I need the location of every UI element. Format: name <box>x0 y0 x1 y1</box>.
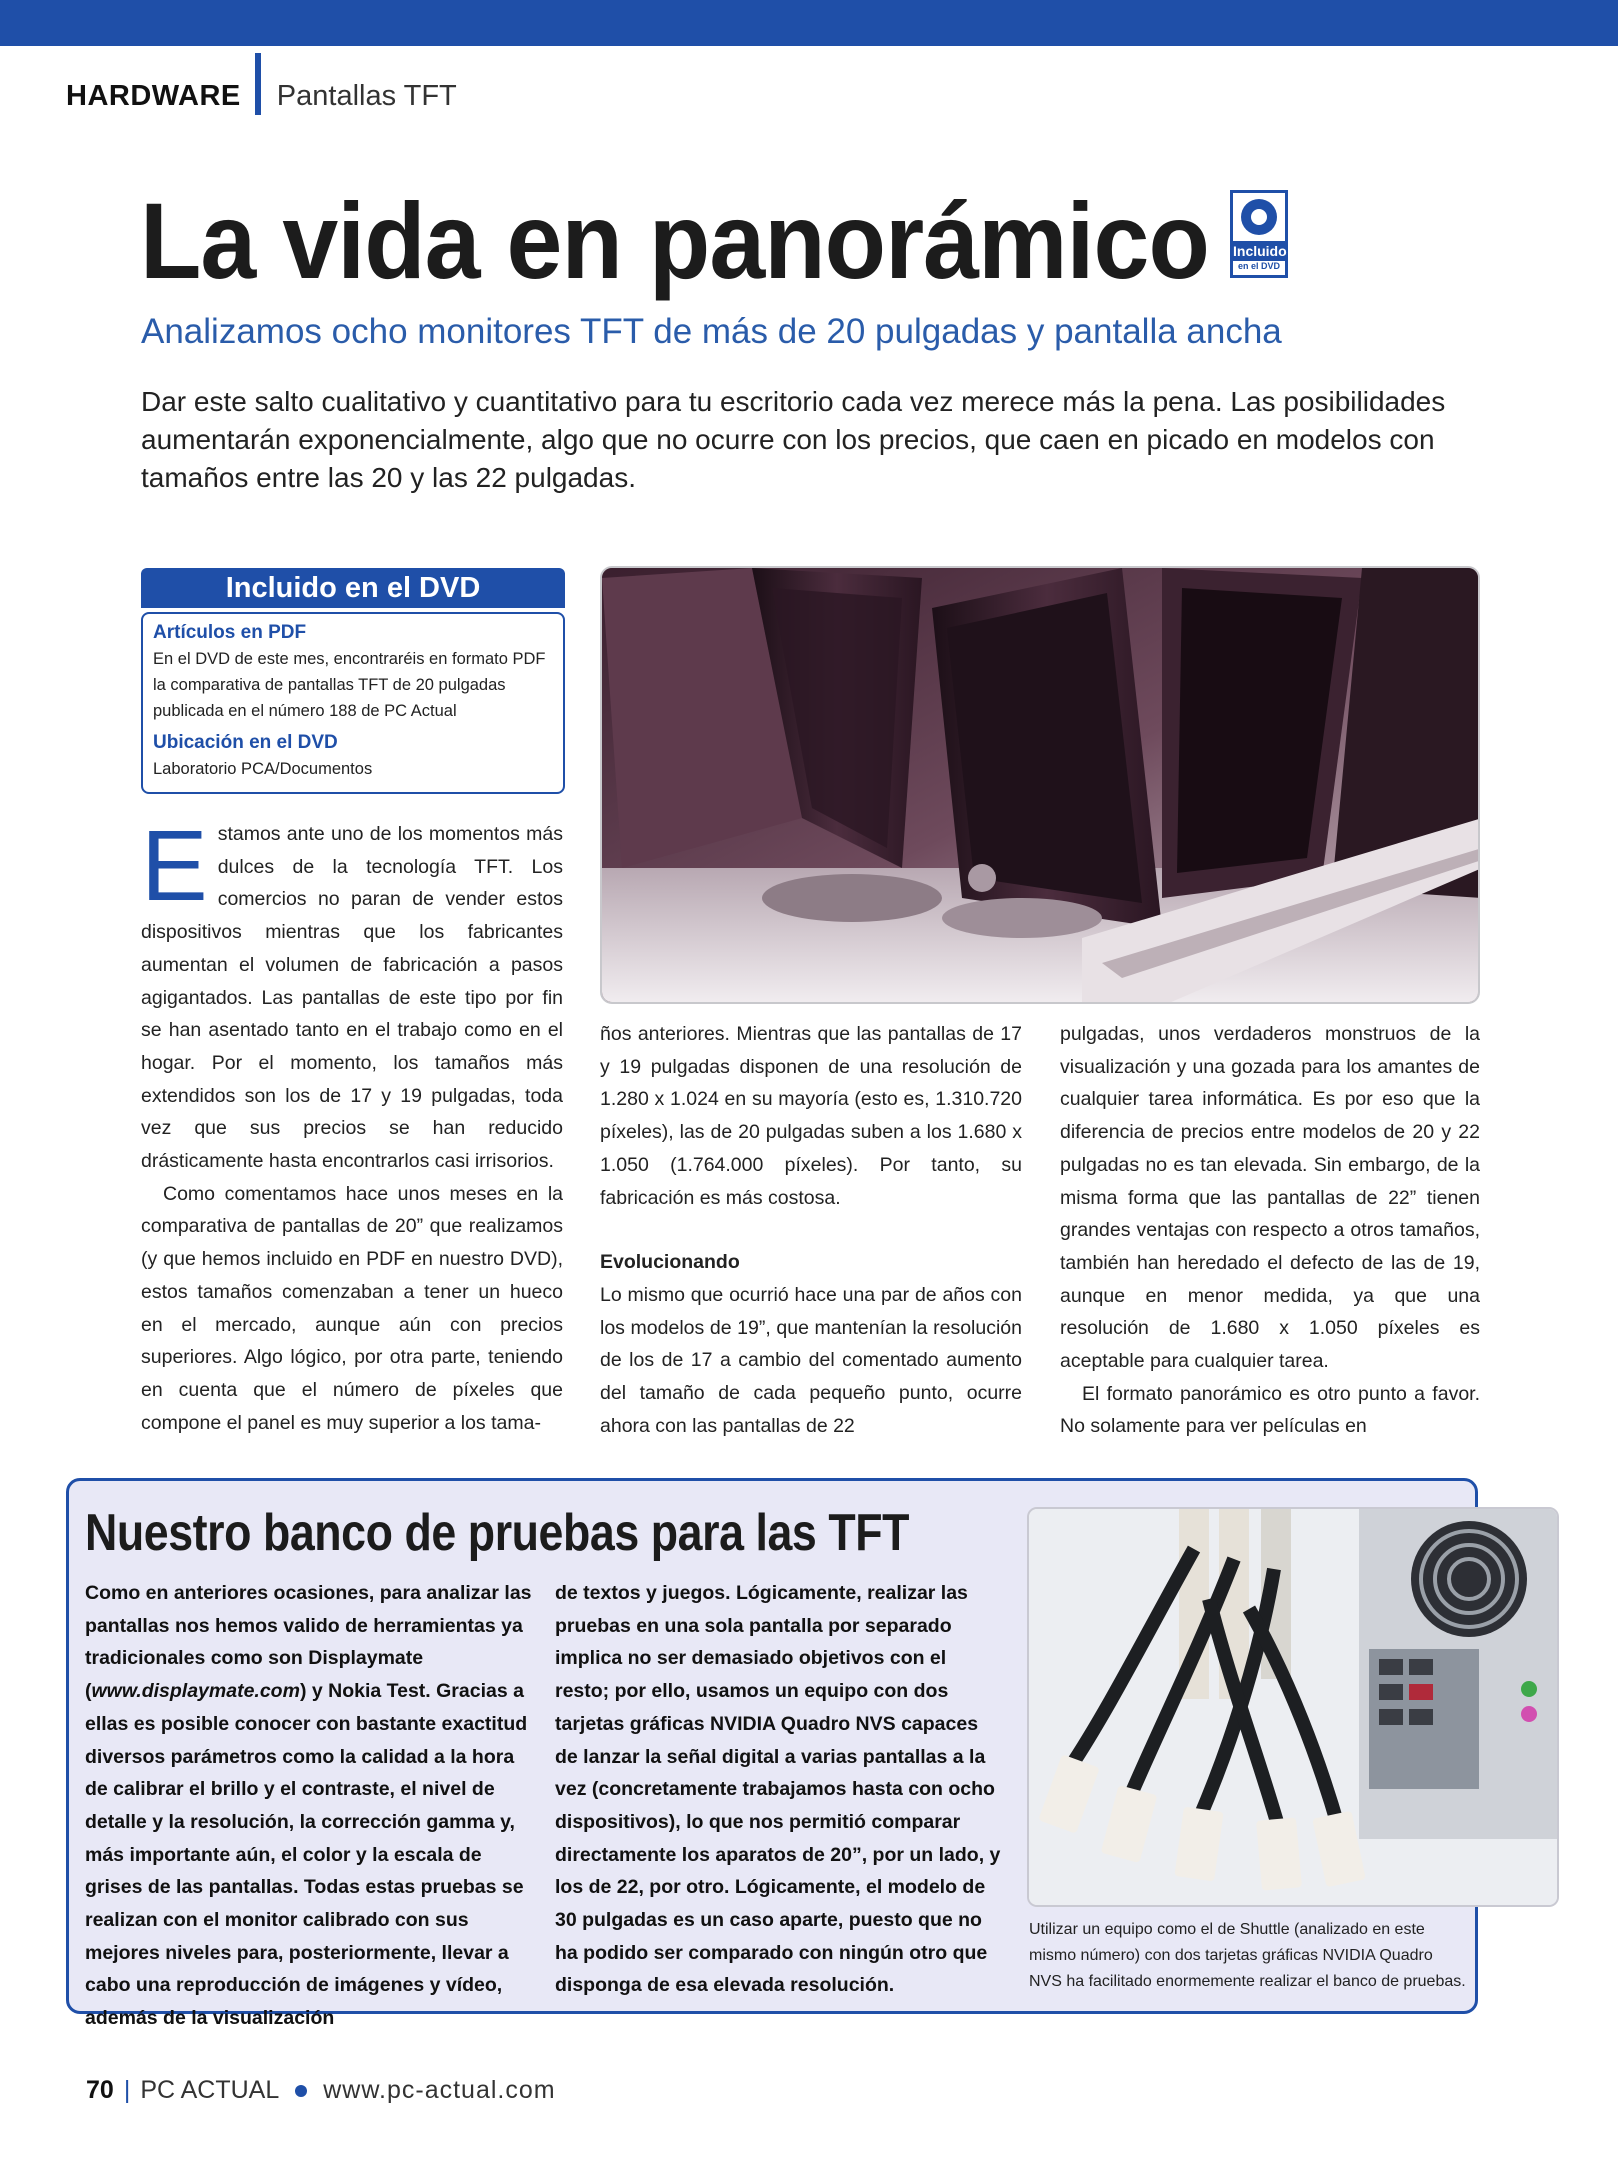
section-divider <box>255 53 261 115</box>
bullet-icon <box>295 2085 307 2097</box>
section-header <box>66 76 457 116</box>
section-category: HARDWARE <box>66 79 241 112</box>
body-column-3 <box>1060 1018 1480 1443</box>
test-bench-column-1: Como en anteriores ocasiones, para analizar las pantallas nos hemos valido de herramientas ya tradicionales como son Displaymate (www.displaymate.com) y Nokia Test. Gracias a ellas es posible conocer con bastante exactitud diversos parámetros como la calidad a la hora de calibrar el brillo y el contraste, el nivel de detalle y la resolución, la corrección gamma y, más importante aún, el color y la escala de grises de las pantallas. Todas estas pruebas se realizan con el monitor calibrado con sus mejores niveles para, posteriormente, llevar a cabo una reproducción de imágenes y vídeo, además de la visualización <box>85 1582 532 2030</box>
test-bench-box <box>66 1478 1478 2030</box>
dvd-box-heading-pdf: Artículos en PDF <box>153 622 307 643</box>
article-lead: Dar este salto cualitativo y cuantitativo para tu escritorio cada vez merece más la pena. Las posibilidades aumentarán exponencialmente, algo que no ocurre con los precios, que caen en picado en modelos con tamaños entre las 20 y las 22 pulgadas. <box>141 386 1446 493</box>
page-footer <box>86 2076 556 2105</box>
disc-icon <box>1241 199 1277 235</box>
displaymate-url: www.displaymate.com <box>91 1680 300 1703</box>
paragraph-5: pulgadas, unos verdaderos monstruos de la visualización y una gozada para los amantes de cualquier tarea informática. Es por eso que la diferencia de precios entre modelos de 20 y 22 pulgadas no es tan elevada. Sin embargo, de la misma forma que las pantallas de 22” tienen grandes ventajas con respecto a otros tamaños, también han heredado el defecto de las de 19, aunque en menor medida, ya que una resolución de 1.680 x 1.050 píxeles es aceptable para cualquier tarea. <box>1060 1023 1480 1373</box>
article-subtitle: Analizamos ocho monitores TFT de más de 20 pulgadas y pantalla ancha <box>141 312 1282 351</box>
dvd-box-heading-location: Ubicación en el DVD <box>153 732 338 753</box>
dvd-box-text-pdf: En el DVD de este mes, encontraréis en formato PDF la comparativa de pantallas TFT de 20 pulgadas publicada en el número 188 de PC Actual <box>153 650 546 720</box>
dvd-box-text-location: Laboratorio PCA/Documentos <box>153 760 373 778</box>
displaymate-name: Displaymate <box>308 1647 424 1670</box>
dvd-box-body <box>141 612 565 794</box>
body-column-1 <box>141 810 563 1439</box>
magazine-url: www.pc-actual.com <box>323 2076 556 2104</box>
top-color-bar <box>0 0 1618 46</box>
dvd-badge-label: Incluido <box>1233 243 1287 259</box>
section-name: Pantallas TFT <box>276 79 457 112</box>
dropcap: E <box>141 810 208 922</box>
dvd-badge-sublabel: en el DVD <box>1237 261 1280 271</box>
paragraph-6: El formato panorámico es otro punto a favor. No solamente para ver películas en <box>1060 1382 1480 1438</box>
subheading-evolucionando: Evolucionando <box>600 1251 740 1274</box>
nokia-test-name: Nokia Test <box>328 1680 426 1703</box>
monitors-illustration <box>602 568 1480 1004</box>
footer-divider: | <box>123 2076 131 2104</box>
graphics-cards-photo <box>1027 1507 1559 1907</box>
photo-caption: Utilizar un equipo como el de Shuttle (analizado en este mismo número) con dos tarjetas gráficas NVIDIA Quadro NVS ha facilitado enormemente realizar el banco de pruebas. <box>1029 1921 1466 1990</box>
page-number: 70 <box>86 2076 114 2104</box>
article-title: La vida en panorámico <box>140 180 1209 301</box>
paragraph-intro: Estamos ante uno de los momentos más dulces de la tecnología TFT. Los comercios no paran de vender estos dispositivos mientras que los fabricantes aumentan el volumen de fabricación a pasos agigantados. Las pantallas de este tipo por fin se han asentado tanto en el trabajo como en el hogar. Por el momento, los tamaños más extendidos son los de 17 y 19 pulgadas, toda vez que sus precios se han reducido drásticamente hasta encontrarlos casi irrisorios. <box>141 810 563 1173</box>
dvd-info-box <box>141 568 565 794</box>
dvd-badge <box>1230 190 1288 278</box>
body-column-2 <box>600 1018 1022 1442</box>
dvd-box-title: Incluido en el DVD <box>141 568 565 608</box>
magazine-name: PC ACTUAL <box>140 2076 280 2104</box>
monitors-photo <box>600 566 1480 1004</box>
paragraph-2: Como comentamos hace unos meses en la comparativa de pantallas de 20” que realizamos (y que hemos incluido en PDF en nuestro DVD), estos tamaños comenzaban a tener un hueco en el mercado, aunque aún con precios superiores. Algo lógico, por otra parte, teniendo en cuenta que el número de píxeles que compone el panel es muy superior a los tama- <box>141 1182 563 1434</box>
graphics-cards-illustration <box>1029 1509 1559 1907</box>
paragraph-4: Lo mismo que ocurrió hace una par de años con los modelos de 19”, que mantenían la resolución de los de 17 a cambio del comentado aumento del tamaño de cada pequeño punto, ocurre ahora con las pantallas de 22 <box>600 1283 1022 1437</box>
test-bench-column-2: de textos y juegos. Lógicamente, realizar las pruebas en una sola pantalla por separado implica no ser demasiado objetivos con el resto; por ello, usamos un equipo con dos tarjetas gráficas NVIDIA Quadro NVS capaces de lanzar la señal digital a varias pantallas a la vez (concretamente trabajamos hasta con ocho dispositivos), lo que nos permitió comparar directamente los aparatos de 20”, por un lado, y los de 22, por otro. Lógicamente, el modelo de 30 pulgadas es un caso aparte, puesto que no ha podido ser comparado con ningún otro que disponga de esa elevada resolución. <box>555 1582 1001 1997</box>
paragraph-3: ños anteriores. Mientras que las pantallas de 17 y 19 pulgadas disponen de una resolución de 1.280 x 1.024 en su mayoría (esto es, 1.310.720 píxeles), las de 20 pulgadas suben a los 1.680 x 1.050 (1.764.000 píxeles). Por tanto, su fabricación es más costosa. <box>600 1023 1022 1209</box>
test-bench-title: Nuestro banco de pruebas para las TFT <box>85 1504 910 1562</box>
nvidia-card-name: NVIDIA Quadro NVS <box>710 1712 896 1735</box>
